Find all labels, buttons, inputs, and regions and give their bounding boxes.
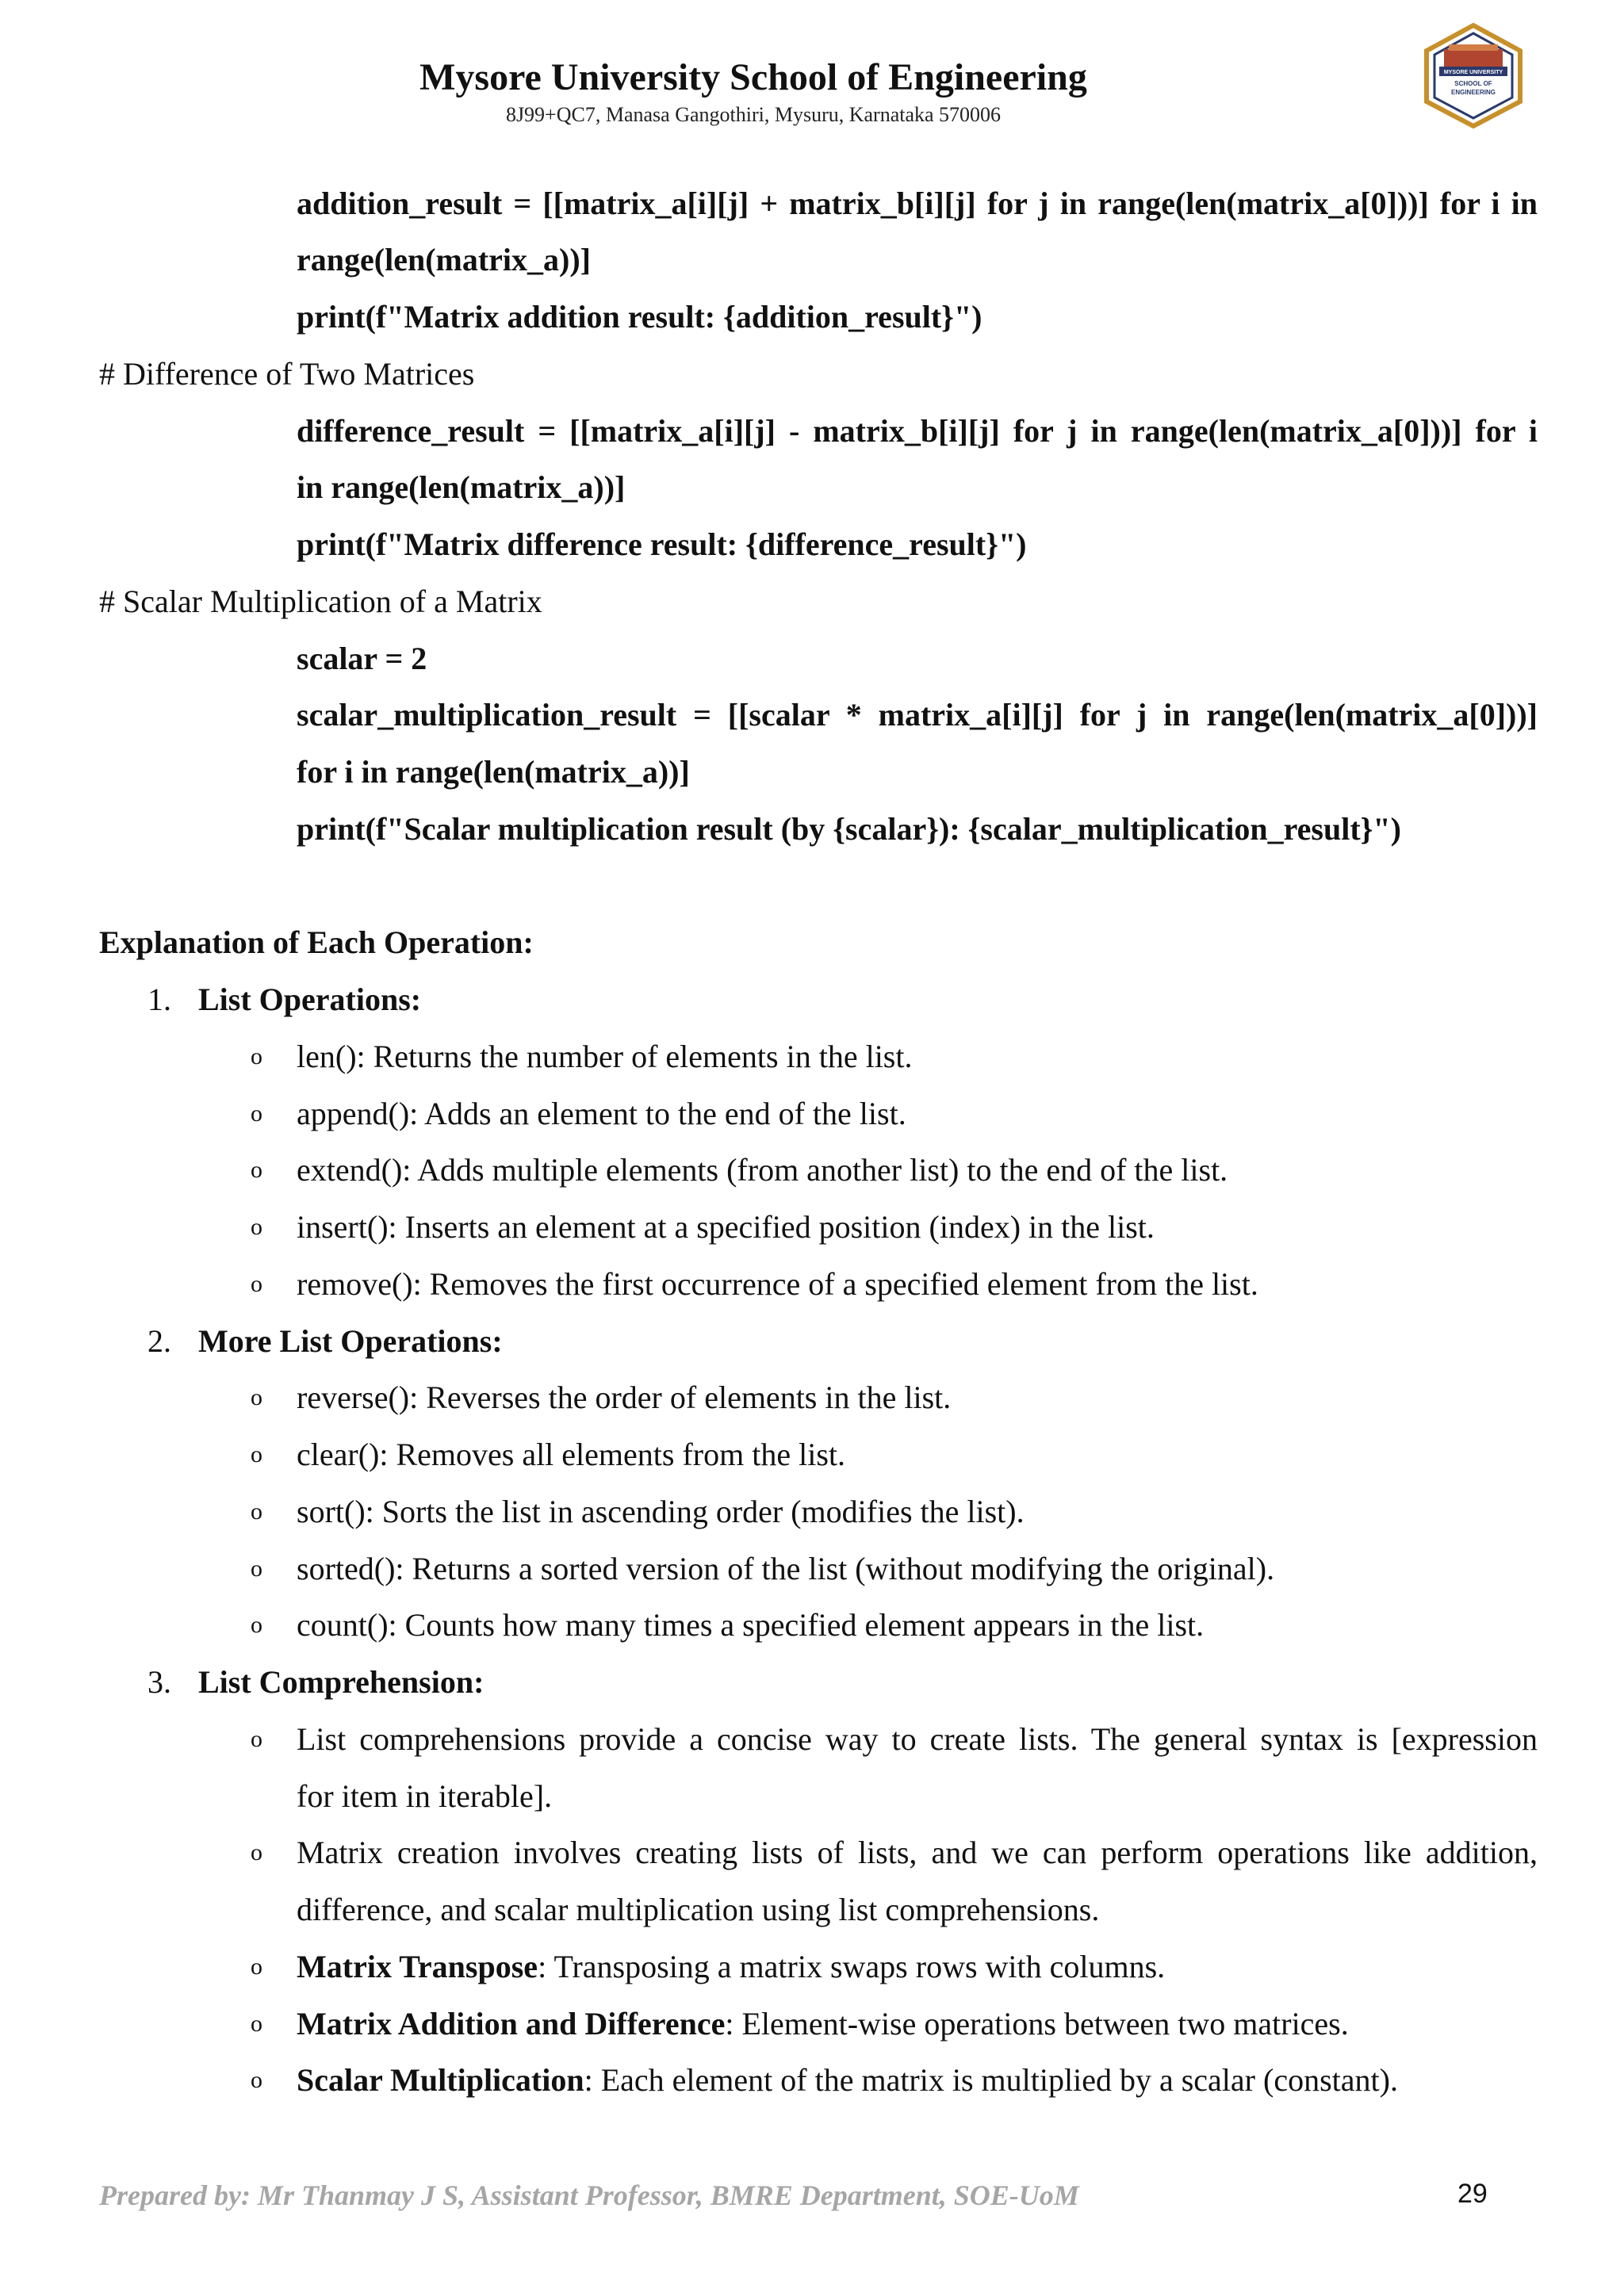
list-item: reverse(): Reverses the order of elements in the list. — [297, 1380, 952, 1415]
logo-text-1: MYSORE UNIVERSITY — [1443, 70, 1503, 75]
list-item-description: : Transposing a matrix swaps rows with columns. — [538, 1949, 1166, 1984]
list-item-continuation: difference, and scalar multiplication using list comprehensions. — [297, 1892, 1100, 1927]
bullet-icon: o — [251, 1384, 262, 1410]
list-item: remove(): Removes the first occurrence of a specified element from the list. — [297, 1266, 1258, 1302]
code-line: addition_result = [[matrix_a[i][j] + matrix_b[i][j] for j in range(len(matrix_a[0]))] for i in — [297, 186, 1538, 221]
bullet-icon: o — [251, 1441, 262, 1468]
code-line: scalar_multiplication_result = [[scalar * matrix_a[i][j] for j in range(len(matrix_a[0]))] — [297, 697, 1538, 733]
numbered-heading — [147, 979, 421, 1020]
list-item: insert(): Inserts an element at a specified position (index) in the list. — [297, 1209, 1155, 1245]
numbered-heading — [147, 1321, 503, 1362]
code-line: for i in range(len(matrix_a))] — [297, 754, 690, 790]
code-line: print(f"Matrix difference result: {difference_result}") — [297, 526, 1027, 562]
page-title: Mysore University School of Engineering — [419, 56, 1087, 98]
list-item-term: Matrix Transpose — [297, 1949, 538, 1984]
list-item-term: Matrix Addition and Difference — [297, 2006, 726, 2042]
list-title: More List Operations: — [198, 1323, 503, 1359]
list-title: List Comprehension: — [198, 1664, 485, 1700]
list-title: List Operations: — [198, 982, 422, 1017]
bullet-icon: o — [251, 1100, 262, 1127]
section-heading: Explanation of Each Operation: — [99, 924, 534, 960]
footer-prepared-by: Prepared by: Mr Thanmay J S, Assistant Professor, BMRE Department, SOE-UoM — [99, 2179, 1079, 2211]
bullet-icon: o — [251, 1043, 262, 1070]
code-comment: # Scalar Multiplication of a Matrix — [99, 584, 542, 619]
bullet-icon: o — [251, 1157, 262, 1183]
list-item: sorted(): Returns a sorted version of the list (without modifying the original). — [297, 1551, 1275, 1586]
bullet-icon: o — [251, 1498, 262, 1525]
list-item — [297, 2060, 1398, 2101]
code-line: print(f"Matrix addition result: {addition_result}") — [297, 299, 982, 335]
list-item-description: : Each element of the matrix is multiplied by a scalar (constant). — [584, 2062, 1398, 2098]
code-line: difference_result = [[matrix_a[i][j] - matrix_b[i][j] for j in range(len(matrix_a[0]))] for i — [297, 413, 1538, 449]
code-line: in range(len(matrix_a))] — [297, 469, 626, 505]
bullet-icon: o — [251, 1214, 262, 1240]
logo-text-3: ENGINEERING — [1450, 89, 1496, 96]
list-item-description: : Element-wise operations between two matrices. — [725, 2006, 1349, 2042]
list-item: clear(): Removes all elements from the list. — [297, 1437, 845, 1472]
bullet-icon: o — [251, 1954, 262, 1980]
code-line: print(f"Scalar multiplication result (by {scalar}): {scalar_multiplication_result}") — [297, 811, 1401, 847]
list-item-continuation: for item in iterable]. — [297, 1778, 553, 1814]
numbered-heading — [147, 1662, 484, 1703]
code-line: scalar = 2 — [297, 641, 427, 676]
university-logo — [1422, 22, 1525, 129]
list-item — [297, 1946, 1165, 1988]
page-number: 29 — [1457, 2179, 1488, 2209]
list-item: len(): Returns the number of elements in the list. — [297, 1039, 913, 1074]
bullet-icon: o — [251, 2067, 262, 2093]
page-address: 8J99+QC7, Manasa Gangothiri, Mysuru, Karnataka 570006 — [505, 103, 1002, 126]
list-item: Matrix creation involves creating lists of lists, and we can perform operations like addition, — [297, 1835, 1538, 1870]
list-item: count(): Counts how many times a specified element appears in the list. — [297, 1607, 1205, 1643]
bullet-icon: o — [251, 2011, 262, 2037]
list-number: 1. — [147, 982, 171, 1017]
bullet-icon: o — [251, 1556, 262, 1582]
list-item: sort(): Sorts the list in ascending order (modifies the list). — [297, 1494, 1025, 1529]
list-item — [297, 2003, 1349, 2045]
list-item: extend(): Adds multiple elements (from another list) to the end of the list. — [297, 1152, 1228, 1188]
list-item: append(): Adds an element to the end of the list. — [297, 1096, 906, 1131]
list-number: 2. — [147, 1323, 171, 1359]
code-line: range(len(matrix_a))] — [297, 242, 591, 277]
list-number: 3. — [147, 1664, 171, 1700]
code-comment: # Difference of Two Matrices — [99, 356, 475, 392]
list-item: List comprehensions provide a concise way to create lists. The general syntax is [expression — [297, 1721, 1538, 1757]
bullet-icon: o — [251, 1271, 262, 1297]
list-item-term: Scalar Multiplication — [297, 2062, 584, 2098]
bullet-icon: o — [251, 1612, 262, 1638]
bullet-icon: o — [251, 1839, 262, 1866]
logo-text-2: SCHOOL OF — [1454, 80, 1492, 87]
bullet-icon: o — [251, 1726, 262, 1752]
